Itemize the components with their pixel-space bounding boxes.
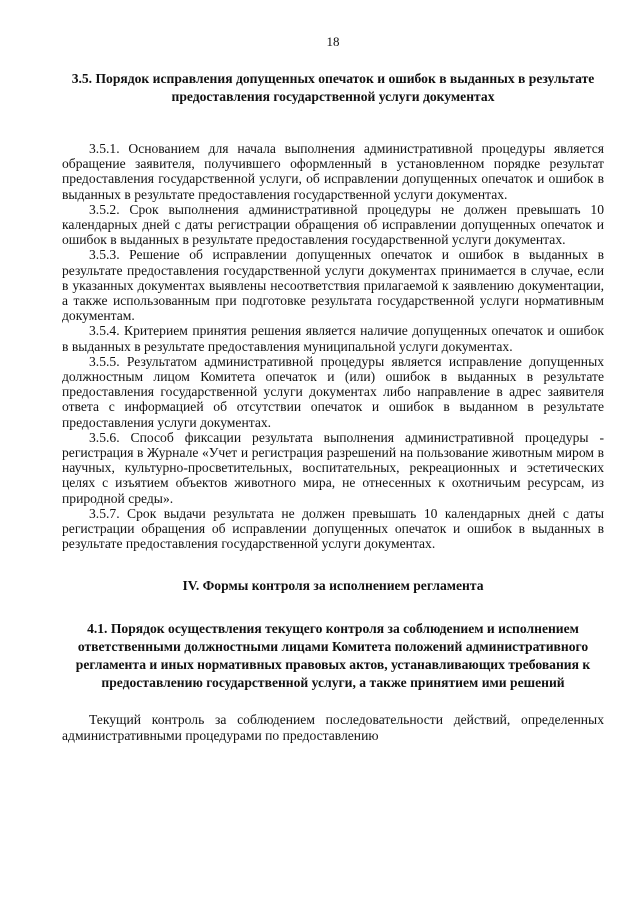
paragraph-4-1-start: Текущий контроль за соблюдением последовательности действий, определенных административными процедурами по предоставлению	[62, 712, 604, 743]
section-3-5-heading: 3.5. Порядок исправления допущенных опечаток и ошибок в выданных в результате предоставления государственной услуги документах	[71, 71, 595, 104]
paragraph-3-5-3: 3.5.3. Решение об исправлении допущенных опечаток и ошибок в выданных в результате предоставления государственной услуги документах принимается в случае, если в указанных документах выявлены несоответствия прилагаемой к заявлению документации, а также использованным при подготовке результата государственной услуги нормативным документам.	[62, 247, 604, 324]
paragraph-3-5-4: 3.5.4. Критерием принятия решения является наличие допущенных опечаток и ошибок в выданных в результате предоставления муниципальной услуги документах.	[62, 323, 604, 354]
section-4-1-heading: 4.1. Порядок осуществления текущего контроля за соблюдением и исполнением ответственными должностными лицами Комитета положений административного регламента и иных нормативных правовых актов, устанавливающих требования к предоставлению государственной услуги, а также принятием ими решений	[75, 621, 591, 691]
page-number: 18	[326, 34, 340, 49]
section-4-heading: IV. Формы контроля за исполнением регламента	[182, 578, 484, 594]
paragraph-3-5-6: 3.5.6. Способ фиксации результата выполнения административной процедуры - регистрация в Журнале «Учет и регистрация разрешений на пользование животным миром в научных, культурно-просветительных, воспитательных, рекреационных и эстетических целях с изъятием объектов животного мира, не отнесенных к охотничьим ресурсам, из природной среды».	[62, 429, 604, 506]
paragraph-3-5-5: 3.5.5. Результатом административной процедуры является исправление допущенных должностным лицом Комитета опечаток и (или) ошибок в выданных в результате предоставления государственной услуги документах либо направление в адрес заявителя ответа с информацией об отсутствии опечаток и ошибок в выданном в результате предоставления услуги документах.	[62, 353, 604, 430]
paragraph-3-5-7: 3.5.7. Срок выдачи результата не должен превышать 10 календарных дней с даты регистрации обращения об исправлении допущенных опечаток и ошибок в выданных в результате предоставления государственной услуги документах.	[62, 505, 604, 552]
paragraph-3-5-1: 3.5.1. Основанием для начала выполнения административной процедуры является обращение заявителя, получившего оформленный в установленном порядке результат предоставления государственной услуги, об исправлении допущенных опечаток и ошибок в выданных в результате предоставления государственной услуги документах.	[62, 141, 604, 202]
paragraph-3-5-2: 3.5.2. Срок выполнения административной процедуры не должен превышать 10 календарных дней с даты регистрации обращения об исправлении допущенных опечаток и ошибок в выданных в результате предоставления государственной услуги документах.	[62, 201, 604, 248]
